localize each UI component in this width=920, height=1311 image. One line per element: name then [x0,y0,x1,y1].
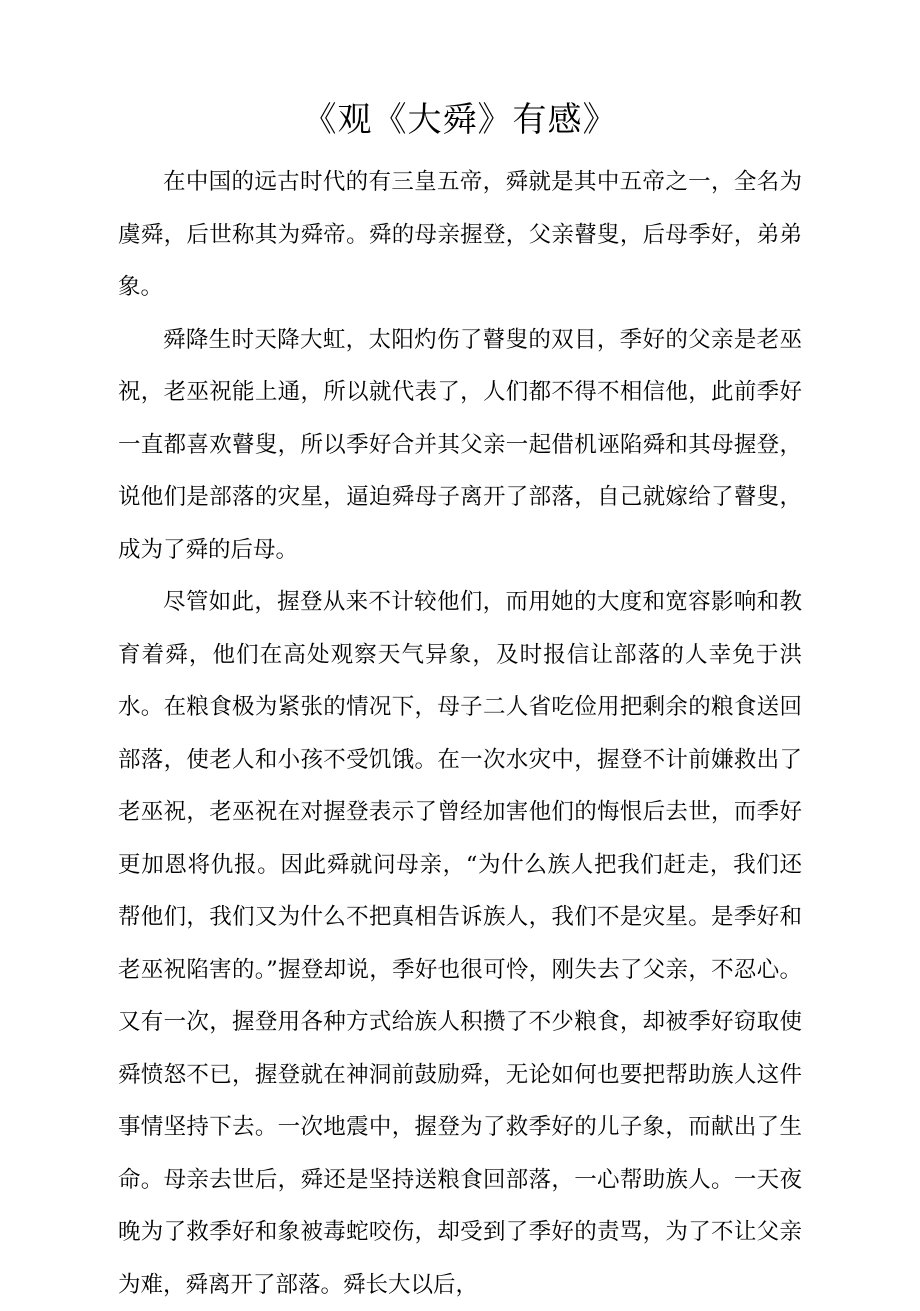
paragraph-2: 舜降生时天降大虹，太阳灼伤了瞽叟的双目，季好的父亲是老巫祝，老巫祝能上通，所以就代表了，人们都不得不相信他，此前季好一直都喜欢瞽叟，所以季好合并其父亲一起借机诬陷舜和其母握登，说他们是部落的灾星，逼迫舜母子离开了部落，自己就嫁给了瞽叟，成为了舜的后母。 [118,326,802,563]
paragraph-1: 在中国的远古时代的有三皇五帝，舜就是其中五帝之一，全名为虞舜，后世称其为舜帝。舜的母亲握登，父亲瞽叟，后母季好，弟弟象。 [118,169,802,300]
document-title: 《观《大舜》有感》 [302,100,618,140]
document-body [118,156,802,1311]
paragraph-3: 尽管如此，握登从来不计较他们，而用她的大度和宽容影响和教育着舜，他们在高处观察天气异象，及时报信让部落的人幸免于洪水。在粮食极为紧张的情况下，母子二人省吃俭用把剩余的粮食送回部落，使老人和小孩不受饥饿。在一次水灾中，握登不计前嫌救出了老巫祝，老巫祝在对握登表示了曾经加害他们的悔恨后去世，而季好更加恩将仇报。因此舜就问母亲，“为什么族人把我们赶走，我们还帮他们，我们又为什么不把真相告诉族人，我们不是灾星。是季好和老巫祝陷害的。”握登却说，季好也很可怜，刚失去了父亲，不忍心。又有一次，握登用各种方式给族人积攒了不少粮食，却被季好窃取使舜愤怒不已，握登就在神洞前鼓励舜，无论如何也要把帮助族人这件事情坚持下去。一次地震中，握登为了救季好的儿子象，而献出了生命。母亲去世后，舜还是坚持送粮食回部落，一心帮助族人。一天夜晚为了救季好和象被毒蛇咬伤，却受到了季好的责骂，为了不让父亲为难，舜离开了部落。舜长大以后， [118,589,802,1298]
document-page [118,88,802,1311]
